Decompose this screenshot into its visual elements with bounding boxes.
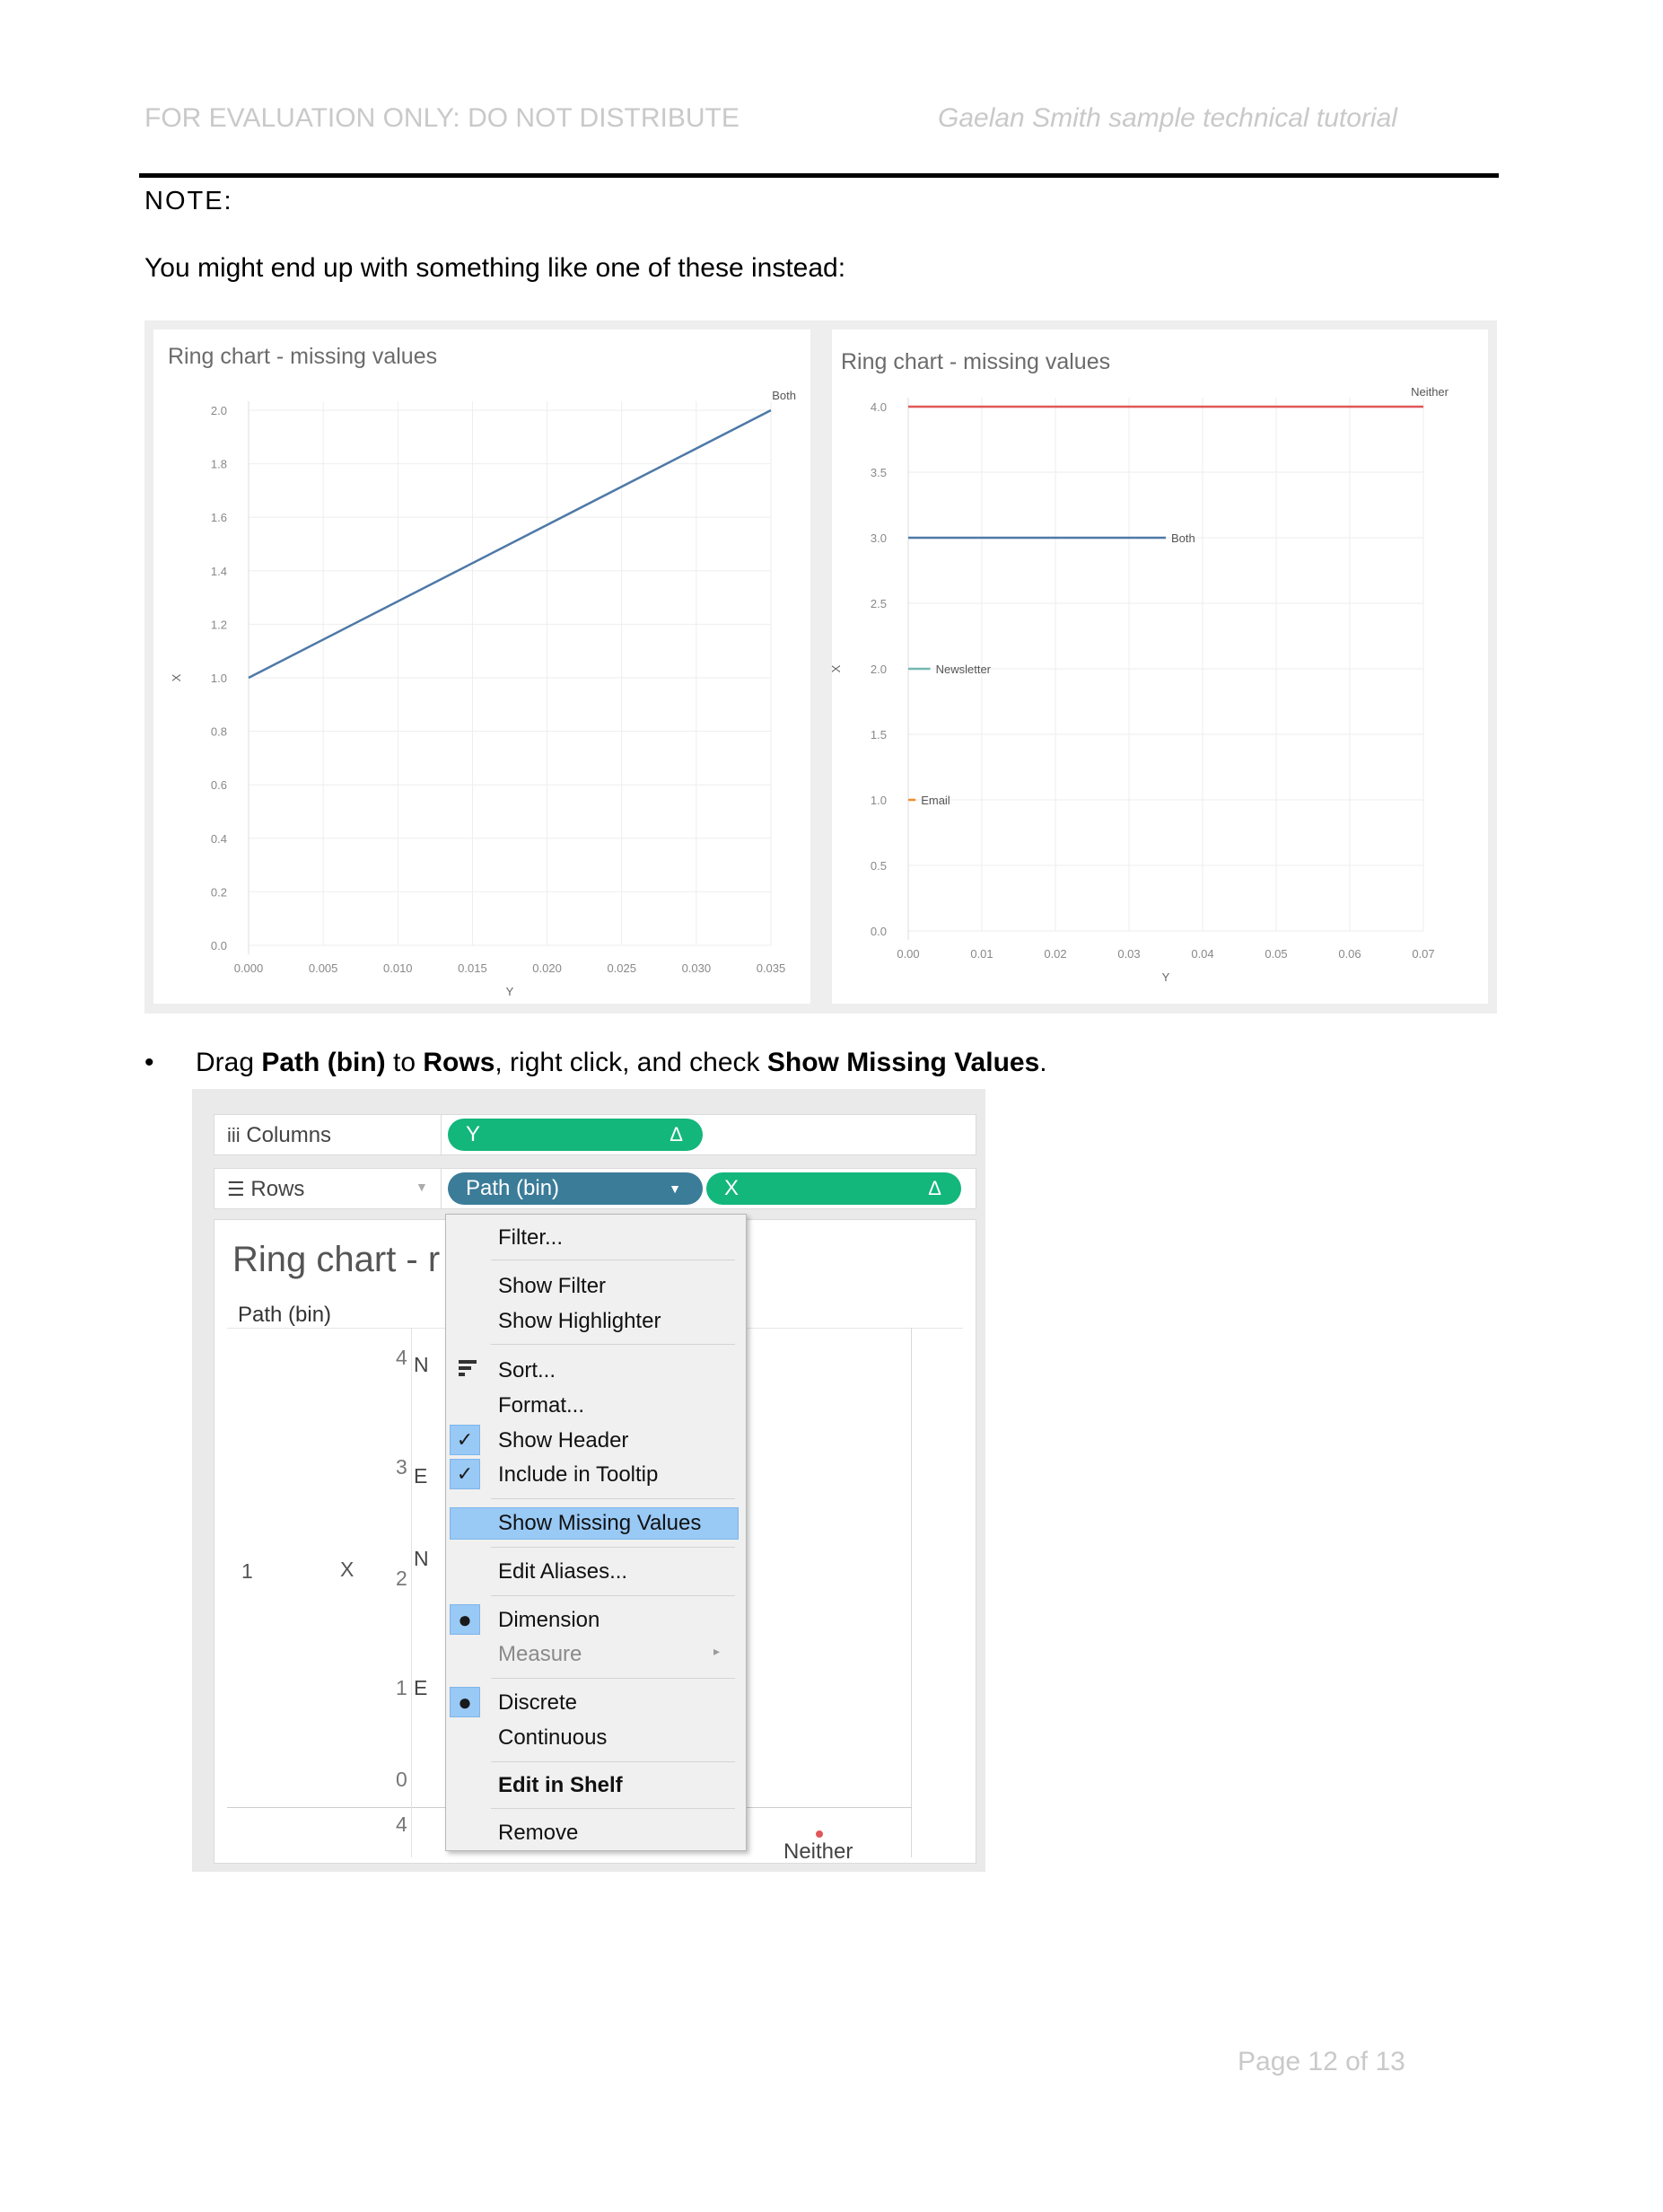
axis-line xyxy=(411,1328,412,1857)
y-tick-label: 1.0 xyxy=(210,672,227,685)
right-chart-panel xyxy=(829,329,1488,1004)
row-value: 1 xyxy=(241,1559,253,1583)
instr-part: . xyxy=(1039,1048,1047,1077)
sort-icon xyxy=(459,1360,478,1378)
x-tick-label: 0.035 xyxy=(756,961,786,975)
note-label: NOTE: xyxy=(144,187,233,215)
neither-mark xyxy=(816,1830,823,1838)
path-bin-header: Path (bin) xyxy=(238,1303,332,1327)
menu-item-sort[interactable]: Sort... xyxy=(498,1358,556,1382)
menu-separator xyxy=(491,1761,735,1762)
intro-text: You might end up with something like one of these instead: xyxy=(144,253,846,283)
y-axis-value: 4 xyxy=(396,1346,407,1369)
menu-item-dimension[interactable]: Dimension xyxy=(498,1608,600,1632)
header-rule xyxy=(139,173,1499,178)
delta-icon: Δ xyxy=(928,1177,941,1199)
series-label: Newsletter xyxy=(935,663,992,676)
y-tick-label: 4.0 xyxy=(870,400,887,414)
y-tick-label: 1.4 xyxy=(210,564,227,578)
instr-rows: Rows xyxy=(423,1048,495,1077)
menu-item-format[interactable]: Format... xyxy=(498,1393,585,1418)
pill-context-menu xyxy=(445,1214,747,1851)
right-chart-title: Ring chart - missing values xyxy=(841,349,1111,374)
y-tick-label: 1.6 xyxy=(210,511,227,525)
x-tick-label: 0.025 xyxy=(607,961,636,975)
rows-shelf-label: ☰ Rows xyxy=(227,1177,305,1201)
x-tick-label: 0.07 xyxy=(1412,947,1435,961)
menu-item-show-filter[interactable]: Show Filter xyxy=(498,1274,607,1298)
x-tick-label: 0.015 xyxy=(458,961,487,975)
menu-item-show-highlighter[interactable]: Show Highlighter xyxy=(498,1309,661,1333)
menu-separator xyxy=(491,1808,735,1809)
radio-selected-icon: ● xyxy=(450,1687,480,1717)
chart-screenshots-frame xyxy=(144,320,1497,1014)
axis-letter-x: X xyxy=(340,1558,354,1581)
menu-item-filter[interactable]: Filter... xyxy=(498,1225,564,1250)
instr-show-missing: Show Missing Values xyxy=(766,1048,1040,1077)
radio-selected-icon: ● xyxy=(450,1604,480,1635)
left-chart-panel xyxy=(153,329,810,1004)
y-axis-value: 1 xyxy=(396,1676,407,1699)
x-tick-label: 0.020 xyxy=(532,961,562,975)
y-tick-label: 2.0 xyxy=(870,663,887,676)
x-tick-label: 0.010 xyxy=(383,961,413,975)
series-label: Email xyxy=(921,794,950,807)
left-chart-title: Ring chart - missing values xyxy=(168,344,438,369)
series-label: Neither xyxy=(1411,385,1449,399)
submenu-arrow-icon: ▸ xyxy=(713,1644,721,1658)
y-tick-label: 3.0 xyxy=(870,531,887,545)
neither-label: Neither xyxy=(783,1839,853,1864)
y-tick-label: 0.0 xyxy=(210,939,227,952)
left-chart-plot xyxy=(153,329,810,1004)
rows-pill-x[interactable]: X Δ xyxy=(706,1172,961,1205)
instr-part: , right click, and check xyxy=(495,1048,767,1077)
bullet-symbol: • xyxy=(144,1048,154,1077)
instruction-text xyxy=(196,1048,1047,1078)
y-tick-label: 2.0 xyxy=(210,404,227,417)
menu-separator xyxy=(491,1595,735,1596)
x-tick-label: 0.00 xyxy=(897,947,920,961)
menu-separator xyxy=(491,1344,735,1345)
x-tick-label: 0.06 xyxy=(1338,947,1361,961)
pill-dropdown-icon[interactable]: ▼ xyxy=(669,1181,681,1196)
rows-icon: ☰ xyxy=(227,1178,245,1200)
series-label: Both xyxy=(772,389,796,402)
x-tick-label: 0.030 xyxy=(681,961,712,975)
menu-item-discrete[interactable]: Discrete xyxy=(498,1690,578,1715)
truncated-mark-label: E xyxy=(414,1676,428,1699)
truncated-mark-label: N xyxy=(414,1547,429,1570)
y-tick-label: 0.4 xyxy=(210,831,227,846)
columns-pill-y[interactable]: Y Δ xyxy=(448,1119,703,1151)
check-icon: ✓ xyxy=(450,1425,480,1455)
y-axis-label: X xyxy=(829,664,843,673)
x-tick-label: 0.04 xyxy=(1191,947,1214,961)
truncated-mark-label: N xyxy=(414,1353,429,1376)
columns-shelf-label: iii Columns xyxy=(227,1123,332,1147)
y-tick-label: 0.8 xyxy=(210,724,227,739)
y-tick-label: 1.0 xyxy=(870,794,887,807)
x-tick-label: 0.000 xyxy=(233,961,264,975)
y-tick-label: 1.8 xyxy=(210,457,227,471)
menu-separator xyxy=(491,1547,735,1548)
y-tick-label: 0.0 xyxy=(870,925,887,938)
instr-part: Drag xyxy=(196,1048,262,1077)
shelf-divider xyxy=(441,1115,442,1154)
y-tick-label: 1.5 xyxy=(870,728,887,742)
menu-item-continuous[interactable]: Continuous xyxy=(498,1725,608,1750)
menu-item-edit-aliases[interactable]: Edit Aliases... xyxy=(498,1559,628,1584)
y-tick-label: 0.5 xyxy=(870,859,887,873)
instr-part: to xyxy=(385,1048,424,1077)
shelf-divider xyxy=(441,1169,442,1208)
instruction-bullet xyxy=(144,1048,1221,1084)
columns-shelf[interactable] xyxy=(214,1114,976,1155)
header-tutorial-title: Gaelan Smith sample technical tutorial xyxy=(938,103,1397,133)
check-icon: ✓ xyxy=(450,1459,480,1489)
pane-border xyxy=(911,1328,912,1857)
rows-shelf[interactable] xyxy=(214,1168,976,1209)
header-evaluation-notice: FOR EVALUATION ONLY: DO NOT DISTRIBUTE xyxy=(144,103,740,133)
rows-pill-path-bin[interactable]: Path (bin) ▼ xyxy=(448,1172,703,1205)
y-axis-value: 3 xyxy=(396,1455,407,1479)
menu-separator xyxy=(491,1498,735,1499)
menu-separator xyxy=(491,1678,735,1679)
y-tick-label: 0.2 xyxy=(210,885,227,900)
instr-path-bin: Path (bin) xyxy=(261,1048,386,1077)
y-tick-label: 1.2 xyxy=(210,618,227,632)
menu-item-show-header[interactable]: Show Header xyxy=(498,1428,629,1453)
y-tick-label: 2.5 xyxy=(870,597,887,610)
x-tick-label: 0.005 xyxy=(308,961,338,975)
series-label: Both xyxy=(1171,531,1195,545)
y-axis-label: X xyxy=(170,673,183,682)
x-tick-label: 0.02 xyxy=(1044,947,1067,961)
menu-item-include-in-tooltip[interactable]: Include in Tooltip xyxy=(498,1462,659,1487)
rows-shelf-dropdown-icon[interactable]: ▼ xyxy=(416,1180,428,1194)
columns-icon: iii xyxy=(227,1124,241,1146)
menu-item-show-missing-values[interactable]: Show Missing Values xyxy=(498,1511,702,1535)
menu-item-edit-in-shelf[interactable]: Edit in Shelf xyxy=(498,1773,623,1797)
right-chart-plot xyxy=(829,329,1488,1004)
x-axis-label: Y xyxy=(1161,970,1170,984)
x-axis-label: Y xyxy=(505,985,514,998)
series-line xyxy=(249,410,771,678)
x-tick-label: 0.01 xyxy=(970,947,993,961)
viz-title: Ring chart - r xyxy=(232,1240,441,1279)
page-number: Page 12 of 13 xyxy=(1238,2047,1405,2076)
menu-item-measure[interactable]: Measure xyxy=(498,1642,582,1666)
truncated-mark-label: E xyxy=(414,1464,428,1488)
x-tick-label: 0.05 xyxy=(1265,947,1288,961)
x-tick-label: 0.03 xyxy=(1117,947,1141,961)
y-tick-label: 3.5 xyxy=(870,466,887,479)
menu-item-remove[interactable]: Remove xyxy=(498,1821,579,1845)
delta-icon: Δ xyxy=(670,1123,683,1146)
y-axis-value: 0 xyxy=(396,1768,407,1791)
y-axis-value: 2 xyxy=(396,1567,407,1590)
lower-axis-value: 4 xyxy=(396,1813,407,1836)
y-tick-label: 0.6 xyxy=(210,778,227,793)
